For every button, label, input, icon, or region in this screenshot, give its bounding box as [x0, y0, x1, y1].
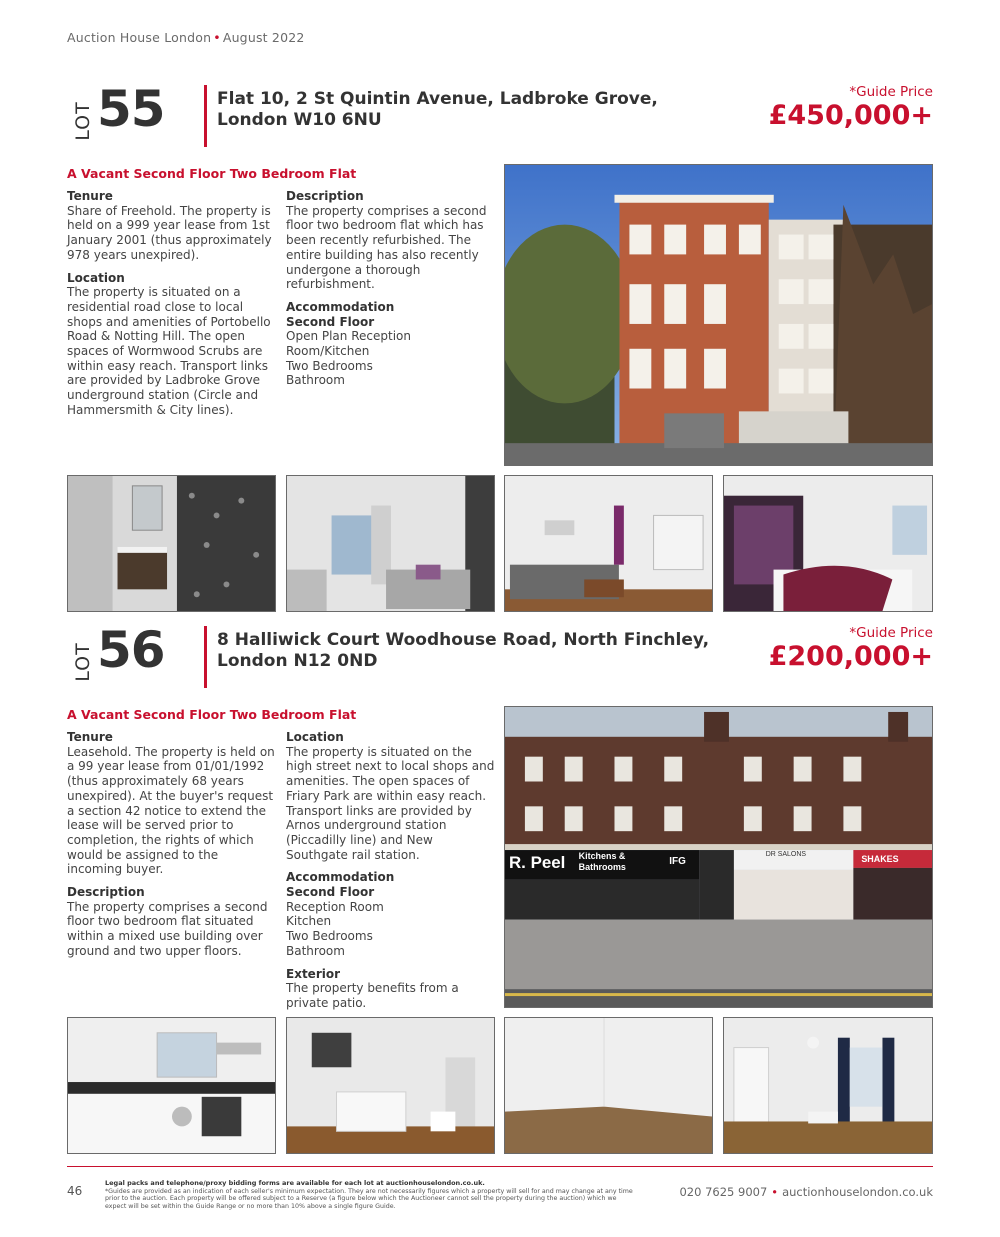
accommodation-item: Open Plan Reception Room/Kitchen — [286, 329, 411, 359]
accommodation-item: Bathroom — [286, 373, 345, 388]
shop-sign-shakes: SHAKES — [861, 853, 899, 864]
accommodation-item: Kitchen — [286, 914, 332, 929]
page-header — [67, 30, 305, 45]
page-number: 46 — [67, 1184, 83, 1198]
accommodation-item: Two Bedrooms — [286, 358, 373, 373]
phone-number[interactable]: 020 7625 9007 — [679, 1185, 768, 1199]
tenure-heading: Tenure — [67, 189, 113, 203]
tenure-text: Share of Freehold. The property is held on a 999 year lease from 1st January 2001 (thus approximately 978 years unexpired). — [67, 203, 272, 262]
accommodation-heading: Accommodation — [286, 870, 395, 885]
contact-info — [679, 1185, 933, 1199]
accent-bar — [204, 85, 207, 147]
accommodation-heading: Accommodation — [286, 299, 395, 314]
shop-sign-ifg: IFG — [669, 855, 686, 867]
lot-56-bedroom-photo — [286, 1017, 495, 1154]
issue-date: August 2022 — [222, 30, 305, 45]
legal-text: *Guides are provided as an indication of each seller's minimum expectation. They are not necessarily figures which a property will sell for and may change at any time prior to the auction. Each property will be offered subject to a Reserve (a figure below which the Auctioneer cannot sell the property during the auction) which we expect will be set within the Guide Range or no more than 10% above a single figure Guide. — [105, 1187, 633, 1210]
shop-sign-bathrooms: Bathrooms — [578, 861, 626, 872]
description-text: The property comprises a second floor two bedroom flat situated within a mixed use building over ground and two upper floors. — [67, 899, 268, 958]
description-heading: Description — [67, 885, 145, 900]
description-text: The property comprises a second floor two bedroom flat which has been recently refurbished. The entire building has also recently undergone a thorough refurbishment. — [286, 203, 487, 292]
lot-56-reception-photo — [504, 1017, 713, 1154]
accommodation-item: Two Bedrooms — [286, 929, 373, 944]
lot-address: Flat 10, 2 St Quintin Avenue, Ladbroke Grove, London W10 6NU — [217, 89, 658, 130]
shop-sign-dr-salons: DR SALONS — [765, 851, 807, 859]
lot-55-bathroom-photo — [67, 475, 276, 612]
location-heading: Location — [67, 270, 125, 285]
tenure-heading: Tenure — [67, 730, 113, 744]
lot-address: 8 Halliwick Court Woodhouse Road, North Finchley, London N12 0ND — [217, 630, 710, 671]
location-text: The property is situated on a residential road close to local shops and amenities of Portobello Road & Notting Hill. The open spaces of Wormwood Scrubs are within easy reach. Transport links are provided by Ladbroke Grove underground station (Circle and Hammersmith & City lines). — [67, 285, 271, 417]
brand-name: Auction House London — [67, 30, 212, 45]
guide-price: £450,000+ — [768, 100, 933, 131]
lot-subtitle: A Vacant Second Floor Two Bedroom Flat — [67, 166, 357, 181]
exterior-heading: Exterior — [286, 966, 341, 981]
lot-56-main-photo — [504, 706, 933, 1008]
separator-dot: • — [771, 1185, 779, 1199]
legal-notice — [105, 1180, 635, 1210]
separator-dot: • — [213, 30, 221, 45]
guide-price-label: *Guide Price — [849, 84, 933, 100]
accommodation-floor: Second Floor — [286, 314, 375, 329]
lot-55-main-photo — [504, 164, 933, 466]
lot-55-col-right — [286, 189, 498, 388]
accent-bar — [204, 626, 207, 688]
lot-label: LOT — [72, 101, 94, 141]
accommodation-floor: Second Floor — [286, 885, 375, 900]
lot-55-bedroom-photo — [286, 475, 495, 612]
lot-55-living-room-photo — [504, 475, 713, 612]
lot-56-col-right — [286, 730, 498, 1019]
lot-number: 56 — [97, 621, 165, 679]
description-heading: Description — [286, 189, 364, 203]
lot-56-col-left — [67, 730, 277, 967]
legal-bold-text: Legal packs and telephone/proxy bidding forms are available for each lot at auctionhouselondon.co.uk. — [105, 1179, 485, 1187]
lot-55-second-bedroom-photo — [723, 475, 933, 612]
accommodation-item: Bathroom — [286, 943, 345, 958]
guide-price-label: *Guide Price — [849, 625, 933, 641]
guide-price: £200,000+ — [768, 641, 933, 672]
website-link[interactable]: auctionhouselondon.co.uk — [782, 1185, 933, 1199]
lot-subtitle: A Vacant Second Floor Two Bedroom Flat — [67, 707, 357, 722]
shop-sign-kitchens: Kitchens & — [578, 850, 626, 861]
lot-56-living-room-photo — [723, 1017, 933, 1154]
lot-55-col-left — [67, 189, 277, 426]
lot-number: 55 — [97, 80, 165, 138]
footer-divider — [67, 1166, 933, 1167]
location-text: The property is situated on the high street next to local shops and amenities. The open spaces of Friary Park are within easy reach. Transport links are provided by Arnos underground station (Piccadilly line) and New Southgate rail station. — [286, 744, 495, 862]
shop-sign-r-peel: R. Peel — [508, 852, 566, 872]
lot-56-kitchen-photo — [67, 1017, 276, 1154]
tenure-text: Leasehold. The property is held on a 99 year lease from 01/01/1992 (thus approximately 68 years unexpired). At the buyer's request a section 42 notice to extend the lease will be served prior to completion, the rights of which would be assigned to the incoming buyer. — [67, 744, 275, 877]
exterior-text: The property benefits from a private patio. — [286, 981, 459, 1010]
lot-label: LOT — [72, 642, 94, 682]
location-heading: Location — [286, 730, 344, 744]
accommodation-item: Reception Room — [286, 899, 384, 914]
